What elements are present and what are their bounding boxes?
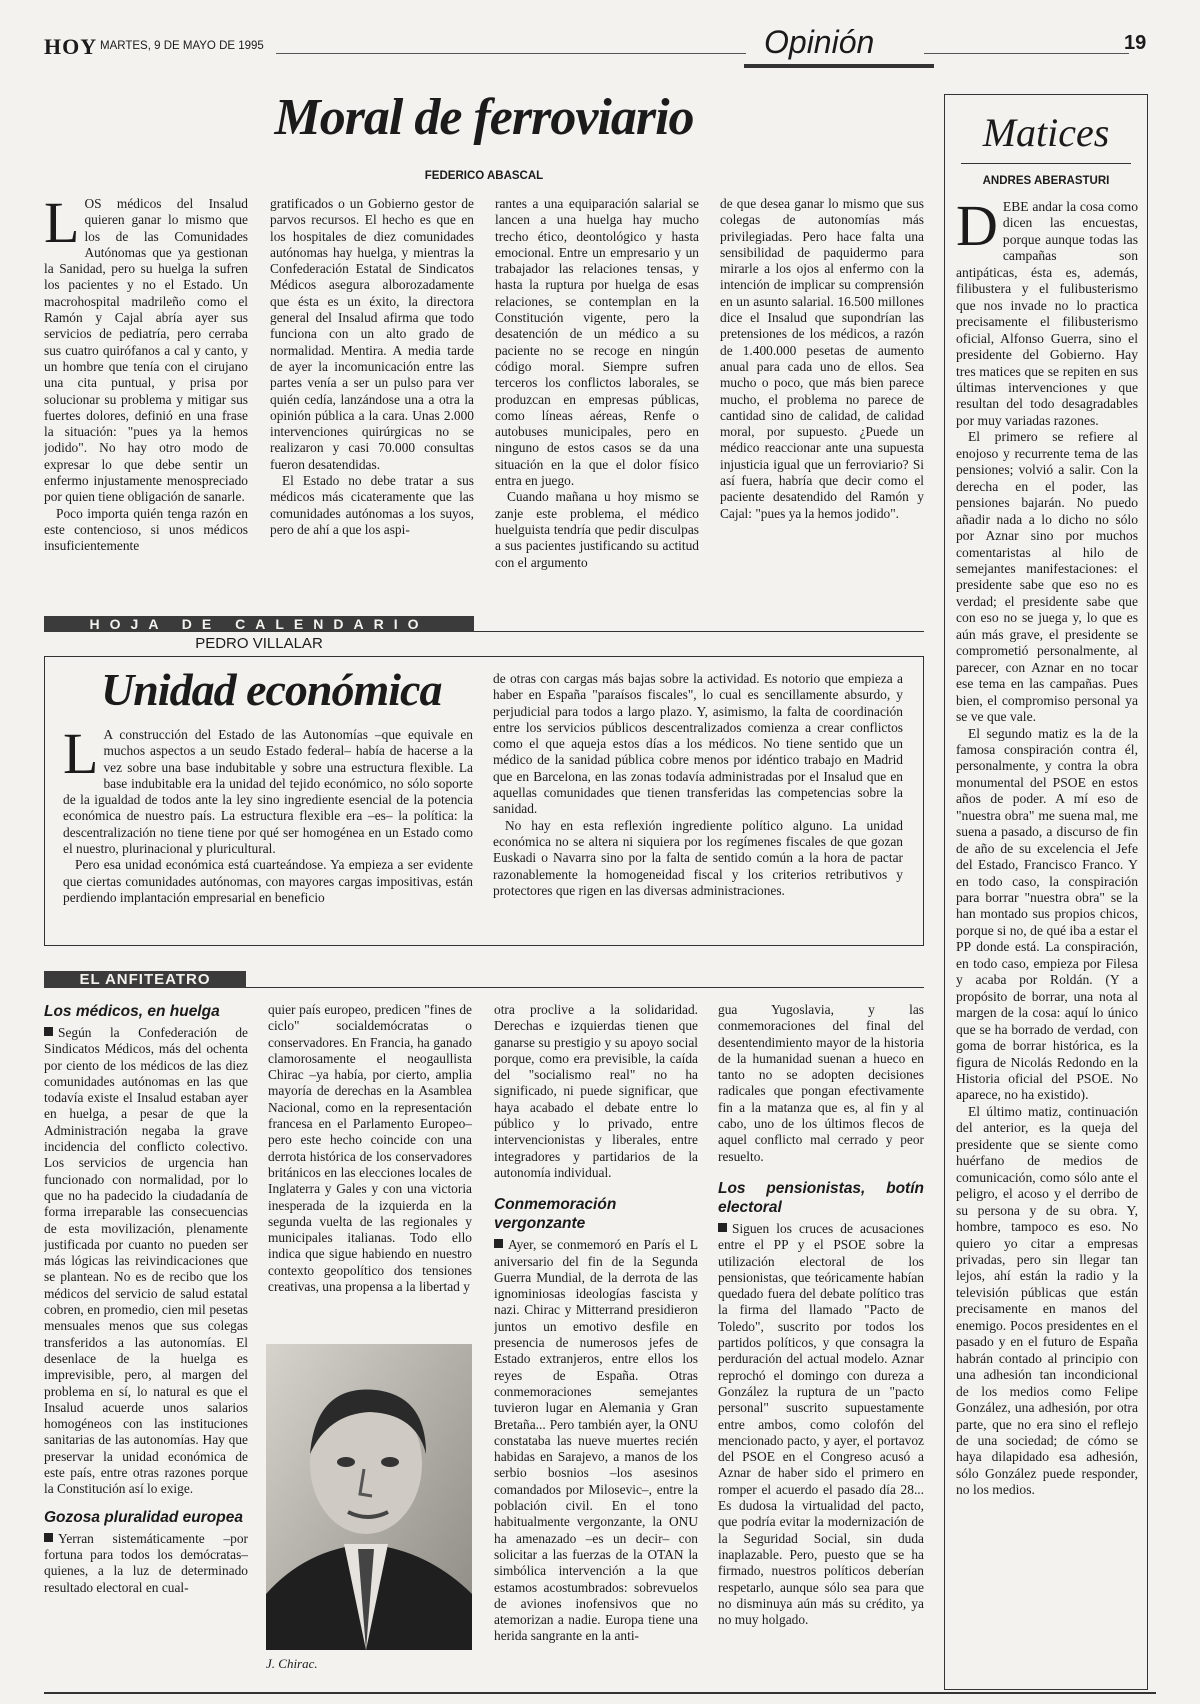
paragraph: quier país europeo, predicen "fines de ciclo" socialdemócratas o conservadores. En Francia, ha ganado clamorosamente el neogaullista Chirac –ya había, por cierto, amplia mayoría de derechas en la Asamblea Nacional, como en la representación francesa en el Parlamento Europeo– pero este hecho coincide con una derrota histórica de los conservadores británicos en las elecciones locales de Inglaterra y Gales y con una victoria inesperada de la izquierda en la segunda vuelta de las regionales y municipales italianas. Todo ello indica que sigue habiendo en nuestro contexto geopolítico dos tensiones creativas, una propensa a la libertad y [268, 1002, 472, 1295]
item-title: Conmemoración vergonzante [494, 1196, 617, 1233]
anfiteatro-band [44, 971, 246, 988]
paragraph: de que desea ganar lo mismo que sus colegas de autonomías más privilegiadas. Pero hace falta una sensibilidad de paquidermo para mirarle a los ojos al enfermo con la intención de implicar su comprensión en un asunto salarial. 16.500 millones dice el Insalud que supondrían las pretensiones de los médicos, a razón de 1.400.000 pesetas de aumento anual para cada uno de ellos. Sea mucho o poco, que más bien parece mucho, el problema no parece de cantidad sino de calidad, de calidad moral, por supuesto. ¿Puede un médico reaccionar ante una supuesta injusticia igual que un ferroviario? Si así fuera, habría que decir como el paciente desatendido del Ramón y Cajal: "pues ya la hemos jodido". [720, 196, 924, 521]
photo-caption: J. Chirac. [266, 1656, 318, 1671]
paragraph: Siguen los cruces de acusaciones entre el PP y el PSOE sobre la utilización electoral de los pensionistas, que teóricamente habían quedado fuera del debate político tras la firma del llamado "Pacto de Toledo", suscrito por todos los partidos políticos, y que consagra la perduración del actual modelo. Aznar reprochó el domingo con dureza a González la ruptura de un "pacto personal" suscrito supuestamente entre ambos, como colofón del mencionado pacto, y ayer, el portavoz del PSOE en el Congreso acusó a Aznar de haber sido el primero en romper el acuerdo el pasado día 28... Es dudosa la virtualidad del pacto, que podría evitar la modernización de la Seguridad Social, sin duda inaplazable. Pero, puesto que se ha firmado, nuestros políticos deberían respetarlo, aunque sólo sea para que no disminuya aún más su crédito, ya no muy holgado. [718, 1220, 924, 1628]
paragraph: Poco importa quién tenga razón en este contencioso, si unos médicos insuficientemente [44, 505, 248, 554]
matices-title: Matices [982, 110, 1110, 155]
paragraph: gratificados o un Gobierno gestor de parvos recursos. El hecho es que en los hospitales de diez comunidades autónomas hay huelga, y mientras la Confederación Estatal de Sindicatos Médicos asegura alborozadamente que ésta es un éxito, la directora general del Insalud afirma que todo funciona con un alto grado de normalidad. Mentira. A media tarde de ayer la incomunicación entre las partes venía a ser un pulso para ver quién cedía, lanzándose una a otra la opinión pública a la cara. Unas 2.000 intervenciones quirúrgicas no se realizaron y casi 70.000 consultas fueron desatendidas. [270, 196, 474, 472]
paragraph: Yerran sistemáticamente –por fortuna para todos los demócratas– quienes, a la luz de determinado resultado electoral en cual- [44, 1530, 248, 1595]
calendario-section-label: HOJA DE CALENDARIO [89, 616, 429, 632]
masthead-rule-left [276, 53, 746, 54]
anfiteatro-section-label: EL ANFITEATRO [79, 971, 211, 988]
calendario-band [44, 616, 474, 632]
main-article-col4 [720, 196, 924, 580]
paragraph: A construcción del Estado de las Autonomías –que equivale en muchos aspectos a un seudo Estado federal– había de hacerse a la vez sobre una base indubitable y sobre una estructura flexible. La base indubitable era la unidad del tejido económico, no sólo soporte de la igualdad de todos ante la ley sino ingrediente esencial de la potencia económica de nuestro país. La estructura flexible era –es– la política: la descentralización no tiene tiene por qué ser homogénea en un Estado como el nuestro, plurinacional y pluricultural. [63, 727, 473, 857]
masthead-rule-right [924, 53, 1129, 54]
matices-title-rule [961, 163, 1131, 164]
calendario-title: Unidad económica [101, 664, 442, 715]
paragraph: rantes a una equiparación salarial se lancen a una huelga hay mucho trecho ético, deontológico y hasta emocional. Entre un empresario y un trabajador las relaciones tensas, y hasta la ruptura por huelga de esas relaciones, se contemplan en la Constitución vigente, pero la desatención de un médico a su paciente no se recoge en ningún código moral. Siempre sufren terceros los conflictos laborales, se produzcan en empresas públicas, como líneas aéreas, Renfe o autobuses municipales, pero en ninguno de estos casos se da una situación en la que el dolor físico entra en juego. [495, 196, 699, 489]
newspaper-logo: HOY [44, 34, 98, 59]
main-article-col2 [270, 196, 474, 580]
paragraph: El Estado no debe tratar a sus médicos más cicateramente que las comunidades autónomas a los suyos, pero de ahí a que los aspi- [270, 473, 474, 537]
paragraph: El último matiz, continuación del anterior, es la queja del presidente que se siente como huérfano de medios de comunicación, como sólo ante el peligro, el acoso y el derribo de su persona y de su obra. Y, hombre, tampoco es eso. No quiero yo citar a empresas privadas, pero sin llegar tan lejos, ahí están la radio y la televisión públicas que están precisamente en manos del enemigo. Pocos presidentes en el pasado y en el futuro de España habrán contado al principio con una adhesión tan incondicional de los medios como Felipe González, una adhesión, por otra parte, que no era sino el reflejo de una sociedad; de cómo se haya dilapidado esa adhesión, sólo González puede responder, no los medios. [956, 1103, 1138, 1498]
calendario-author: PEDRO VILLALAR [195, 635, 323, 652]
calendario-col1 [63, 727, 473, 927]
section-title: Opinión [764, 24, 875, 60]
paragraph: No hay en esta reflexión ingrediente político alguno. La unidad económica no se altera ni siquiera por los regímenes fiscales de que gozan Euskadi o Navarra sino por la falta de sentido común a la hora de pactar razonablemente la homogeneidad fiscal y los criterios retributivos y protectores que rigen en las diversas administraciones. [493, 817, 903, 898]
main-article-col1 [44, 196, 248, 580]
item-title: Gozosa pluralidad europea [44, 1508, 243, 1526]
page-number: 19 [1124, 32, 1147, 54]
anfiteatro-col2 [268, 1002, 472, 1332]
drop-cap: D [956, 199, 998, 258]
portrait-image [266, 1344, 472, 1650]
calendario-col2 [493, 671, 903, 933]
paragraph: otra proclive a la solidaridad. Derechas e izquierdas tienen que ganarse su prestigio y su apoyo social porque, como era previsible, la caída del "socialismo real" no ha significado, ni puede significar, que haya acabado el debate entre lo público y lo privado, entre intervencionistas y liberales, entre integradores y partidarios de la autonomía individual. [494, 1002, 698, 1180]
paragraph: EBE andar la cosa como dicen las encuestas, porque aunque todas las campañas son antipáticas, ésta es, además, filibustera y el fulibusterismo que nos invade no lo practica precisamente el filibusterismo oficial, Alfonso Guerra, sino el presidente del Gobierno. Hay tres matices que se repiten en sus últimas intervenciones y que resultan del todo desagradables por muy variadas razones. [956, 199, 1138, 428]
paragraph: El segundo matiz es la de la famosa conspiración contra él, personalmente, y contra la obra monumental del PSOE en estos años de poder. A mí eso de "nuestra obra" me suena mal, me suena a pasado, a discurso de fin de año de su excelencia el Jefe del Estado, Francisco Franco. Y en todo caso, la conspiración para borrar "nuestra obra" se la han montado sus propios chicos, porque si no, de qué iba a estar el PP donde está. La conspiración, en todo caso, empieza por Filesa y acaba por Roldán. (Y a propósito de borrar, una nota al margen de la cosa: aquí lo único que se ha borrado de verdad, con goma de borrar histórica, es la figura de Nicolás Redondo en la Historia oficial del PSOE. No aparece, no ha existido). [956, 725, 1138, 1103]
paragraph: gua Yugoslavia, y las conmemoraciones del final del desentendimiento mayor de la historia de la humanidad suenan a hueco en tanto no se adopten decisiones radicales que pongan efectivamente fin a la matanza que es, al fin y al cabo, uno de los últimos flecos de aquel conflicto mal cerrado y peor resuelto. [718, 1002, 924, 1164]
paragraph: Cuando mañana u hoy mismo se zanje este problema, el médico huelguista tendría que pedir disculpas a sus pacientes justificando su actitud con el argumento [495, 489, 699, 570]
anfiteatro-col1 [44, 1002, 248, 1688]
paragraph: Ayer, se conmemoró en París el L aniversario del fin de la Segunda Guerra Mundial, de la derrota de las ignominiosas ideologías fascista y nazi. Chirac y Mitterrand presidieron juntos un emotivo desfile en presencia de numerosos jefes de Estado extranjeros, entre ellos los reyes de España. Otras conmemoraciones semejantes tuvieron lugar en Alemania y Gran Bretaña... Pero también ayer, la ONU constataba las nueve muertes recién habidas en Sarajevo, a manos de los serbio bosnios –los asesinos comandados por Milosevic–, entre la población civil. En el tono habitualmente vergonzante, la ONU ha amenazado –es un decir– con solicitar a las fuerzas de la OTAN la simbólica intervención a la que estamos acostumbrados: sobrevuelos de aviones inofensivos que no atemorizan a nadie. Europa tiene una herida sangrante en la anti- [494, 1237, 698, 1644]
matices-author: ANDRES ABERASTURI [982, 175, 1110, 187]
paragraph: Según la Confederación de Sindicatos Médicos, más del ochenta por ciento de los médicos de las diez comunidades autónomas en las que todavía existe el Insalud estaban ayer en huelga, a pesar de que la Administración negaba la grave incidencia del conflicto colectivo. Los servicios de urgencia han funcionado con normalidad, por lo que no ha padecido la ciudadanía de forma irreparable las consecuencias de esta movilización, plenamente justificada por cuanto no pueden ser más lógicas las reivindicaciones que se plantean. No es de recibo que los médicos del servicio de salud estatal cobren, en promedio, cien mil pesetas mensuales menos que sus colegas transferidos a las autonomías. El desenlace de la huelga es imprevisible, pero, al margen del problema en sí, lo natural es que el Insalud acuerde unos salarios homogéneos con las instituciones sanitarias de las autonomías. Hay que preservar la unidad económica de este país, entre otras razones porque la Constitución así lo exige. [44, 1025, 248, 1497]
bullet-icon [44, 1027, 53, 1036]
drop-cap: L [44, 196, 80, 255]
page-bottom-rule [44, 1692, 1156, 1694]
calendario-box [44, 656, 924, 946]
issue-date: MARTES, 9 DE MAYO DE 1995 [100, 40, 264, 52]
bullet-icon [494, 1239, 503, 1248]
anfiteatro-col3 [494, 1002, 698, 1688]
main-article-author: FEDERICO ABASCAL [424, 170, 544, 182]
matices-text [956, 199, 1138, 1675]
paragraph: OS médicos del Insalud quieren ganar lo mismo que los de las Comunidades Autónomas que ya gestionan la Sanidad, pero su huelga la sufren los pacientes y no el Estado. Un macrohospital madrileño como el Ramón y Cajal abría ayer sus servicios de pediatría, pero cerraba sus cuatro quirófanos a cal y canto, y un hombre que tenía con el cirujano una cita puntual, y prisa por solucionar su problema y mitigar sus fuertes dolores, definió en una frase la situación: "pues ya la hemos jodido". No hay otro modo de expresar lo que debe sentir un enfermo injustamente menospreciado por quien tiene obligación de sanarle. [44, 196, 248, 505]
paragraph: Pero esa unidad económica está cuarteándose. Ya empieza a ser evidente que ciertas comunidades autónomas, con mayores cargas impositivas, están perdiendo implantación empresarial en beneficio [63, 857, 473, 905]
drop-cap: L [63, 727, 99, 786]
bullet-icon [718, 1223, 727, 1232]
anfiteatro-col4 [718, 1002, 924, 1688]
bullet-icon [44, 1533, 53, 1542]
item-title: Los médicos, en huelga [44, 1003, 220, 1020]
section-underline [744, 64, 934, 68]
chirac-photo [266, 1344, 472, 1650]
masthead [44, 24, 1156, 70]
matices-box [944, 94, 1148, 1690]
paragraph: El primero se refiere al enojoso y recurrente tema de las pensiones; volvió a salir. Con la derecha en el poder, las pensiones bajarán. No puedo añadir nada a lo dicho no sólo por Aznar sino por muchos comentaristas al hilo de semejantes manifestaciones: el presidente sabe que eso no es verdad; el presidente sabe que con eso no se juega y, lo que es aún más grave, el presidente se comprometió personalmente, al parecer, con Aznar en no tocar ese tema en las campañas. Pues bien, el compromiso personal ya se ve que vale. [956, 429, 1138, 725]
main-article-title: Moral de ferroviario [274, 89, 694, 146]
main-article-col3 [495, 196, 699, 580]
paragraph: de otras con cargas más bajas sobre la actividad. Es notorio que empieza a haber en España "paraísos fiscales", lo cual es sencillamente absurdo, y perjudicial para todos a largo plazo. Y, asimismo, la falta de coordinación entre los servicios públicos descentralizados comienza a crear conflictos como el que aqueja estos días a los médicos. No tiene sentido que un médico de la sanidad pública cobre menos por idéntico trabajo en Madrid que en Barcelona, en las zonas todavía administradas por el Insalud que en aquellas comunidades que tienen transferidas las competencias sobre la sanidad. [493, 671, 903, 817]
item-title: Los pensionistas, botín electoral [718, 1179, 924, 1216]
